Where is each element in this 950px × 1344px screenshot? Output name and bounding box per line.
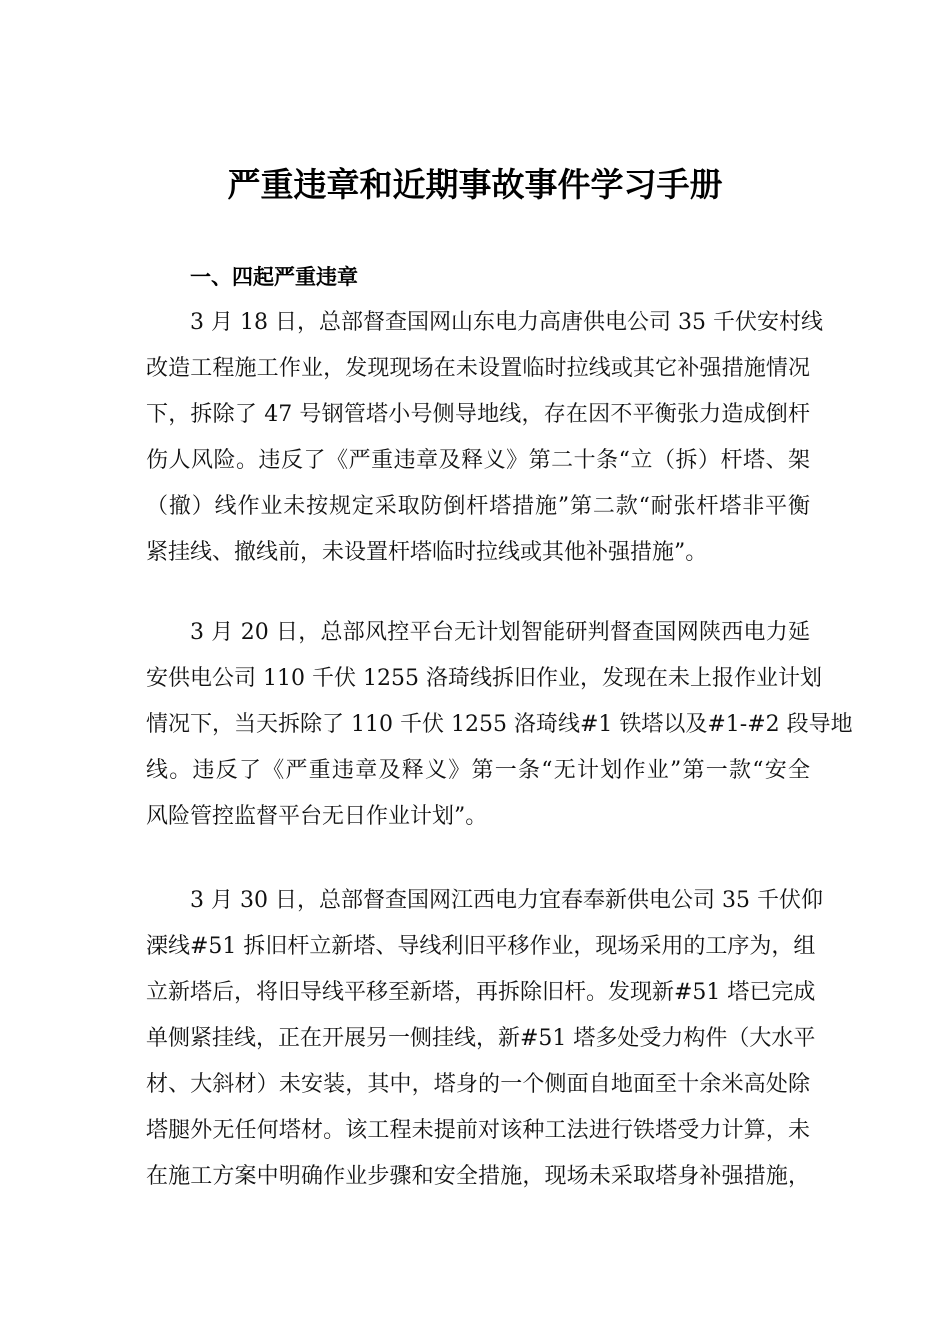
paragraph-line: 3 月 30 日，总部督查国网江西电力宜春奉新供电公司 35 千伏仰 bbox=[190, 888, 823, 913]
paragraph-line: 单侧紧挂线，正在开展另一侧挂线，新#51 塔多处受力构件（大水平 bbox=[146, 1026, 816, 1051]
paragraph-violation-3 bbox=[146, 878, 823, 1200]
paragraph-line: （撤）线作业未按规定采取防倒杆塔措施”第二款“耐张杆塔非平衡 bbox=[146, 494, 810, 519]
paragraph-line: 线。违反了《严重违章及释义》第一条“无计划作业”第一款“安全 bbox=[146, 758, 810, 783]
paragraph-line: 紧挂线、撤线前，未设置杆塔临时拉线或其他补强措施”。 bbox=[146, 540, 708, 565]
paragraph-line: 安供电公司 110 千伏 1255 洛琦线拆旧作业，发现在未上报作业计划 bbox=[146, 666, 822, 691]
paragraph-line: 在施工方案中明确作业步骤和安全措施，现场未采取塔身补强措施， bbox=[146, 1164, 810, 1189]
section-heading: 一、四起严重违章 bbox=[190, 265, 358, 289]
paragraph-line: 风险管控监督平台无日作业计划”。 bbox=[146, 804, 488, 829]
paragraph-line: 立新塔后，将旧导线平移至新塔，再拆除旧杆。发现新#51 塔已完成 bbox=[146, 980, 816, 1005]
paragraph-line: 改造工程施工作业，发现现场在未设置临时拉线或其它补强措施情况 bbox=[146, 356, 810, 381]
paragraph-line: 溧线#51 拆旧杆立新塔、导线利旧平移作业，现场采用的工序为，组 bbox=[146, 934, 816, 959]
document-title: 严重违章和近期事故事件学习手册 bbox=[227, 165, 723, 204]
paragraph-line: 塔腿外无任何塔材。该工程未提前对该种工法进行铁塔受力计算，未 bbox=[146, 1118, 810, 1143]
paragraph-line: 材、大斜材）未安装，其中，塔身的一个侧面自地面至十余米高处除 bbox=[146, 1072, 810, 1097]
paragraph-line: 下，拆除了 47 号钢管塔小号侧导地线，存在因不平衡张力造成倒杆 bbox=[146, 402, 810, 427]
paragraph-line: 3 月 20 日，总部风控平台无计划智能研判督查国网陕西电力延 bbox=[190, 620, 810, 645]
paragraph-line: 3 月 18 日，总部督查国网山东电力高唐供电公司 35 千伏安村线 bbox=[190, 310, 823, 335]
paragraph-line: 伤人风险。违反了《严重违章及释义》第二十条“立（拆）杆塔、架 bbox=[146, 448, 810, 473]
paragraph-line: 情况下，当天拆除了 110 千伏 1255 洛琦线#1 铁塔以及#1-#2 段导地 bbox=[146, 712, 853, 737]
paragraph-violation-2 bbox=[146, 610, 853, 840]
paragraph-violation-1 bbox=[146, 300, 823, 576]
